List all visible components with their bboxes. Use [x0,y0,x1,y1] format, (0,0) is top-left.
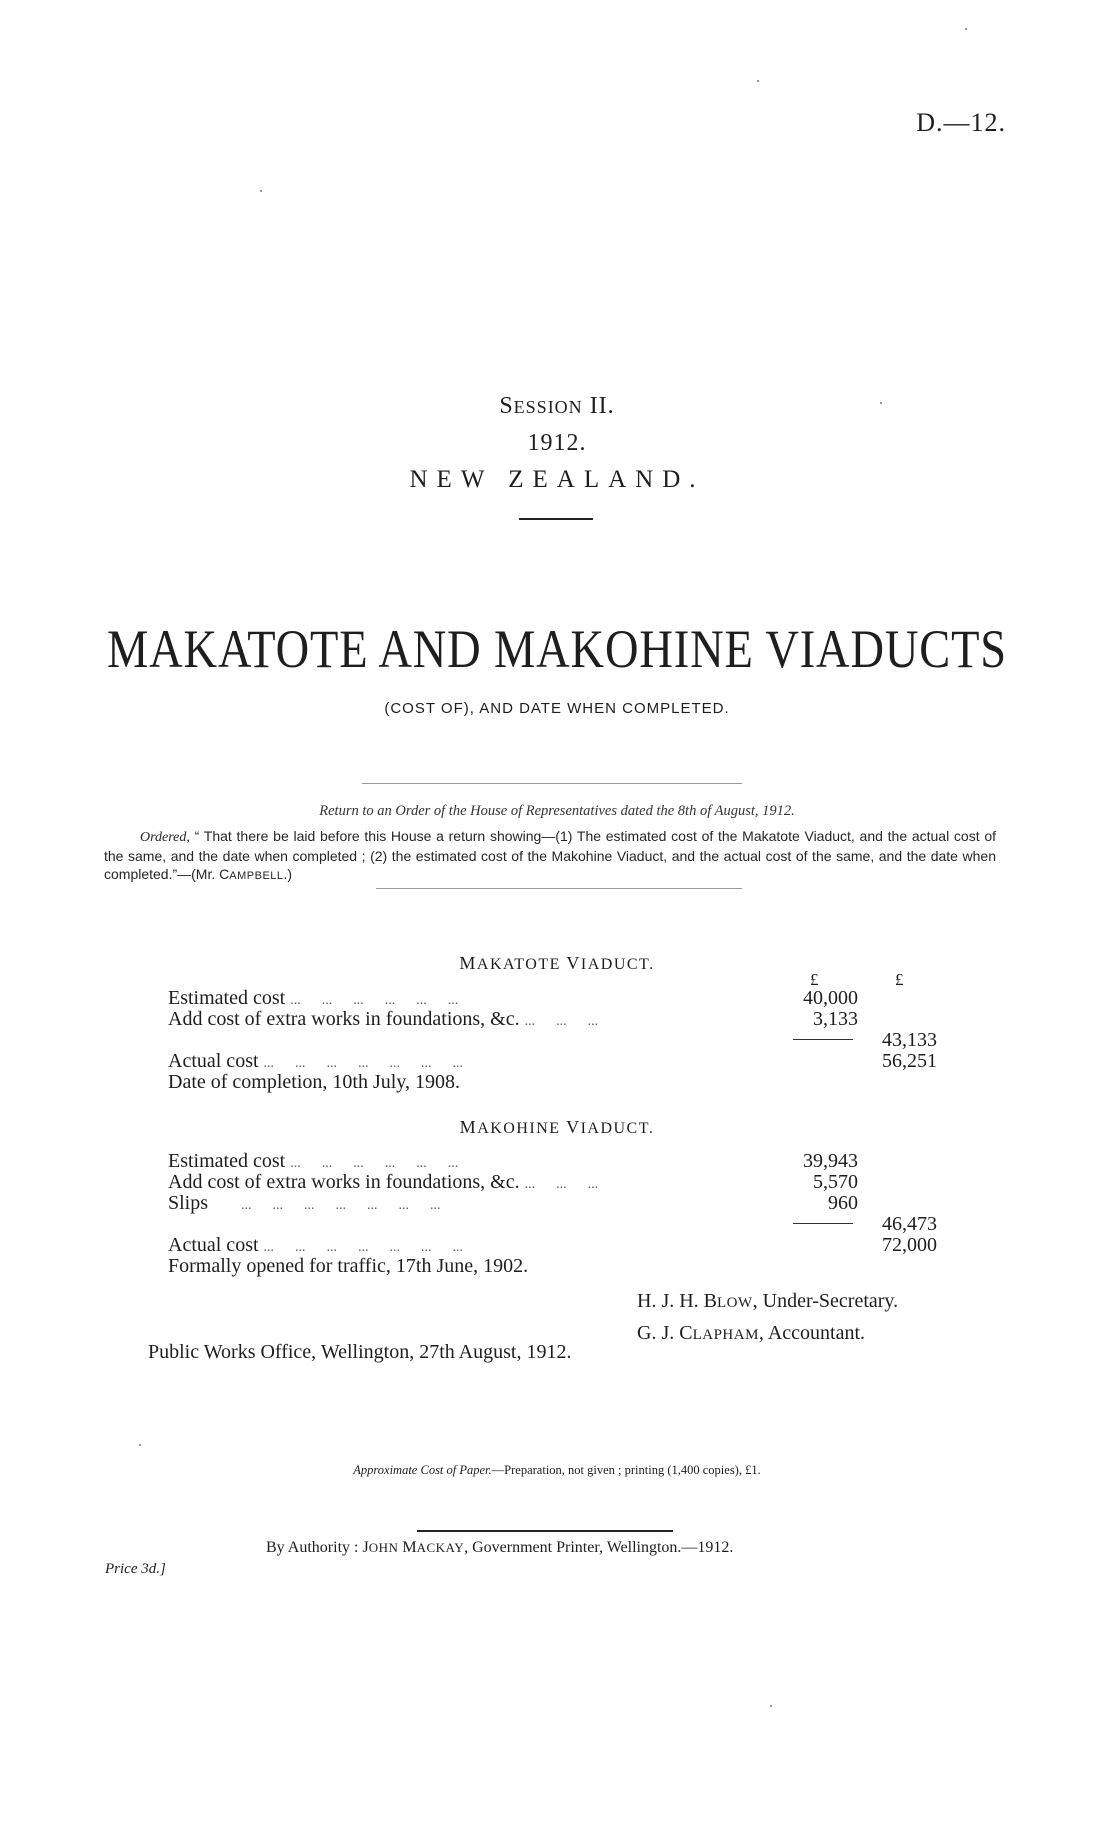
document-subtitle: (COST OF), AND DATE WHEN COMPLETED. [384,700,730,717]
makatote-heading [0,953,1114,974]
masthead-rule [519,518,593,520]
printer-initial-b: M [402,1539,417,1556]
printer-initial-a: J [362,1539,369,1556]
authority-suffix: , Government Printer, Wellington.—1912. [464,1539,734,1556]
makohine-slips-value: 960 [828,1192,858,1214]
row-label: Estimated cost [168,1150,286,1172]
pound-symbol-col2: £ [895,970,904,989]
printer-name-b: ACKAY [416,1540,465,1555]
makohine-heading-initial-a: M [459,1117,478,1137]
makohine-extra-works-value: 5,570 [813,1171,858,1193]
makatote-heading-initial-a: M [459,953,477,973]
makohine-row-extra-works [168,1171,598,1194]
makohine-heading [0,1117,1114,1138]
makatote-heading-initial-b: V [566,953,581,973]
makatote-completion-date: Date of completion, 10th July, 1908. [168,1071,460,1093]
printer-name-a: OHN [368,1540,399,1555]
makatote-row-extra-works [168,1008,598,1031]
scan-speck [139,1444,141,1446]
makohine-heading-word-b: IADUCT. [580,1120,655,1137]
makatote-actual-value: 56,251 [882,1050,937,1072]
leader-dots: ... ... ... [524,1177,599,1192]
price-note: Price 3d.] [105,1561,166,1577]
makatote-row-estimated [168,987,458,1010]
makohine-row-slips [168,1192,441,1215]
paper-cost-text: —Preparation, not given ; printing (1,400 copies), £1. [491,1463,761,1477]
leader-dots: ... ... ... ... ... ... ... [263,1056,464,1071]
signatory-title: , Accountant. [758,1322,866,1344]
session-initial: S [499,393,514,419]
printer-authority [266,1539,733,1557]
signatory-surname: LAPHAM [692,1327,759,1343]
session-line [0,393,1114,420]
row-label: Estimated cost [168,987,286,1009]
leader-dots: ... ... ... [524,1014,599,1029]
country-name: NEW ZEALAND. [409,466,705,493]
makohine-estimated-value: 39,943 [803,1150,858,1172]
signatory-initials: H. J. H. [637,1290,699,1312]
scan-speck [770,1705,772,1707]
makohine-opening-date: Formally opened for traffic, 17th June, 1902. [168,1255,529,1277]
ordered-body: “ That there be laid before this House a return showing—(1) The estimated cost of the Makatote Viaduct, and the actual cost of the same, and the date when completed ; (2) the estimated cost of the Makohine Viaduct, and the actual cost of the same, and the date when completed.”—(Mr. [104,828,996,882]
signatory-surname-initial: B [703,1290,718,1312]
scan-speck [965,28,967,30]
ordered-word: Ordered, [140,830,190,845]
scan-speck [880,402,882,404]
order-top-rule [362,783,742,784]
makatote-extra-works-value: 3,133 [813,1008,858,1030]
makatote-row-actual [168,1050,463,1073]
signature-under-secretary [637,1290,898,1313]
row-label: Add cost of extra works in foundations, &c. [168,1171,520,1193]
signatory-title: , Under-Secretary. [752,1290,899,1312]
ordered-closing: .) [283,866,293,882]
makohine-actual-value: 72,000 [882,1234,937,1256]
leader-dots: ... ... ... ... ... ... ... [241,1198,441,1213]
document-title: MAKATOTE AND MAKOHINE VIADUCTS [106,619,1007,679]
makatote-subtotal-value: 43,133 [882,1029,937,1051]
signature-accountant [637,1322,865,1345]
row-label: Slips [168,1192,209,1214]
scan-speck [260,190,262,192]
makatote-heading-word-a: AKATOTE [476,956,561,973]
authority-rule [417,1530,673,1532]
ordered-paragraph [104,827,996,885]
return-line: Return to an Order of the House of Representatives dated the 8th of August, 1912. [319,803,795,819]
scan-speck [757,80,759,82]
authority-prefix: By Authority : [266,1539,359,1556]
session-number: II. [589,393,615,419]
document-reference: D.—12. [916,108,1006,137]
leader-dots: ... ... ... ... ... ... [290,1156,459,1171]
mover-name: AMPBELL [229,870,284,882]
makohine-heading-word-a: AKOHINE [477,1120,561,1137]
makatote-estimated-value: 40,000 [803,987,858,1009]
row-label: Add cost of extra works in foundations, &c. [168,1008,520,1030]
leader-dots: ... ... ... ... ... ... [290,993,459,1008]
leader-dots: ... ... ... ... ... ... ... [263,1240,464,1255]
makohine-heading-initial-b: V [566,1117,581,1137]
mover-initial: C [219,866,230,882]
signatory-surname: LOW [717,1295,753,1311]
makohine-row-actual [168,1234,463,1257]
signatory-initials: G. J. [637,1322,675,1344]
signatory-surname-initial: C [679,1322,693,1344]
row-label: Actual cost [168,1234,259,1256]
makohine-row-estimated [168,1150,458,1173]
makohine-subtotal-value: 46,473 [882,1213,937,1235]
makatote-heading-word-b: IADUCT. [580,956,655,973]
row-label: Actual cost [168,1050,259,1072]
paper-cost-label: Approximate Cost of Paper. [353,1463,492,1477]
order-bottom-rule [376,888,742,889]
pound-symbol-col1: £ [810,970,819,989]
office-dateline: Public Works Office, Wellington, 27th August, 1912. [148,1341,572,1363]
session-word: ESSION [513,397,583,417]
session-year: 1912. [527,430,587,456]
paper-cost-note [0,1463,1114,1478]
